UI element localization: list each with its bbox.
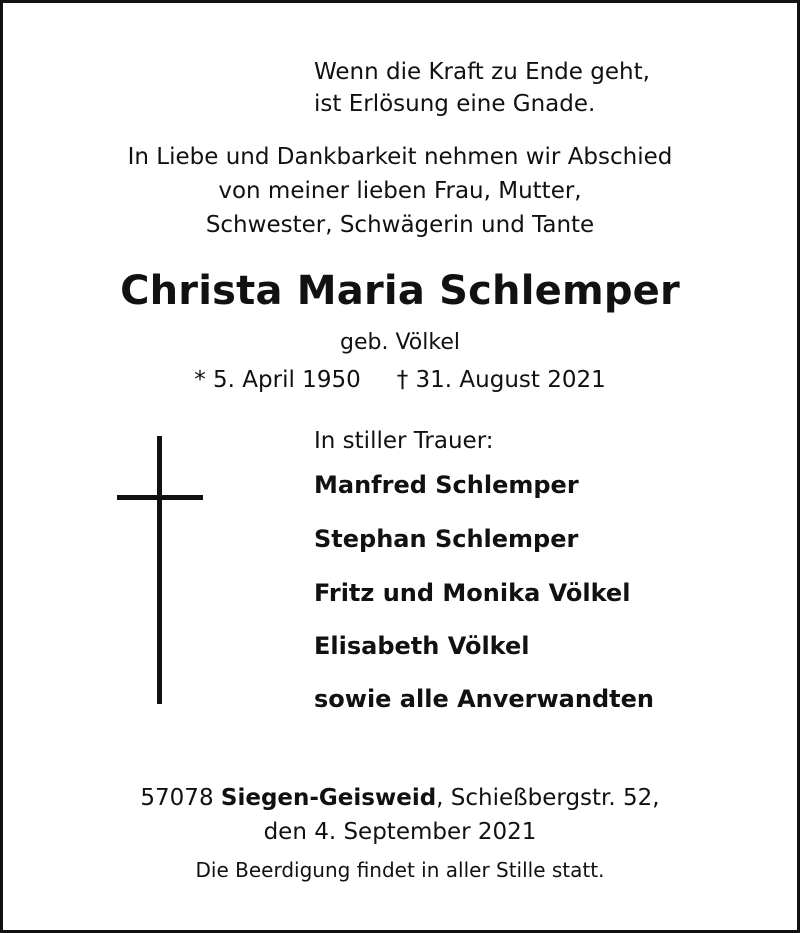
intro-line-1: In Liebe und Dankbarkeit nehmen wir Abschied bbox=[127, 144, 673, 170]
mourner-name: Fritz und Monika Völkel bbox=[314, 579, 631, 607]
quote-line-2: ist Erlösung eine Gnade. bbox=[314, 91, 596, 117]
intro-line-2: von meiner lieben Frau, Mutter, bbox=[218, 178, 582, 204]
death-date: † 31. August 2021 bbox=[396, 367, 606, 393]
maiden-name: geb. Völkel bbox=[340, 330, 460, 355]
address-line bbox=[3, 787, 797, 810]
life-dates bbox=[3, 369, 797, 392]
cross-icon-horizontal bbox=[117, 495, 203, 500]
notice-date: den 4. September 2021 bbox=[263, 819, 537, 845]
mourner-name: sowie alle Anverwandten bbox=[314, 685, 654, 713]
funeral-note: Die Beerdigung findet in aller Stille statt. bbox=[195, 858, 605, 882]
mourning-label: In stiller Trauer: bbox=[314, 428, 494, 454]
postcode: 57078 bbox=[140, 785, 214, 811]
street: , Schießbergstr. 52, bbox=[436, 785, 660, 811]
cross-icon-vertical bbox=[157, 436, 162, 704]
quote-line-1: Wenn die Kraft zu Ende geht, bbox=[314, 59, 650, 85]
mourner-name: Elisabeth Völkel bbox=[314, 632, 530, 660]
birth-date: * 5. April 1950 bbox=[194, 367, 361, 393]
mourner-name: Stephan Schlemper bbox=[314, 525, 579, 553]
intro-line-3: Schwester, Schwägerin und Tante bbox=[205, 212, 595, 238]
deceased-name: Christa Maria Schlemper bbox=[120, 268, 680, 314]
mourner-name: Manfred Schlemper bbox=[314, 471, 579, 499]
city: Siegen-Geisweid bbox=[220, 785, 437, 811]
